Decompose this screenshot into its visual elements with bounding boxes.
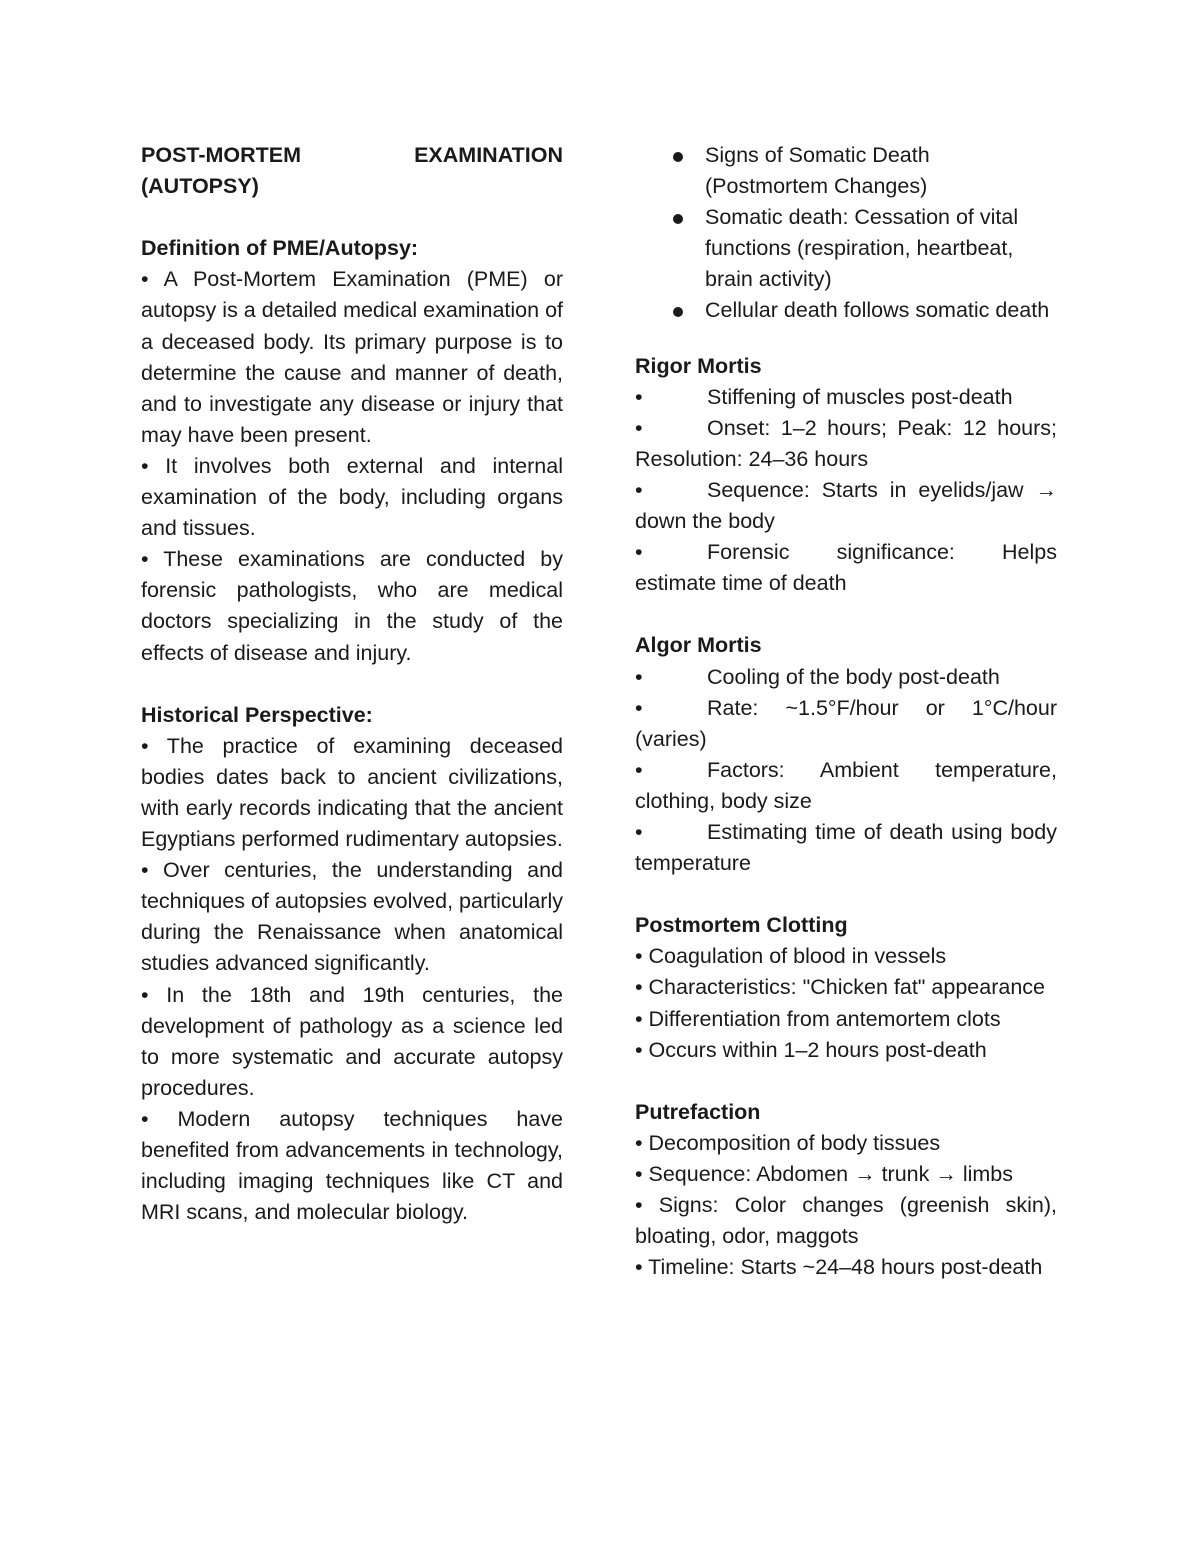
definition-heading: Definition of PME/Autopsy:	[141, 236, 419, 261]
putrefaction-item: • Timeline: Starts ~24–48 hours post-death	[635, 1255, 1043, 1280]
bullet: •	[635, 415, 643, 440]
algor-item: • Estimating time of death using body temperature	[635, 817, 1057, 879]
history-item: • The practice of examining deceased bodies dates back to ancient civilizations, with early records indicating that the ancient Egyptians performed rudimentary autopsies.	[141, 733, 563, 852]
putrefaction-heading: Putrefaction	[635, 1099, 761, 1124]
algor-item: • Factors: Ambient temperature, clothing, body size	[635, 755, 1057, 817]
algor-heading: Algor Mortis	[635, 633, 762, 658]
algor-item: • Rate: ~1.5°F/hour or 1°C/hour (varies)	[635, 693, 1057, 755]
bullet: •	[635, 477, 643, 502]
history-item: • Over centuries, the understanding and techniques of autopsies evolved, particularly during the Renaissance when anatomical studies advanced significantly.	[141, 858, 563, 976]
rigor-item: • Onset: 1–2 hours; Peak: 12 hours; Resolution: 24–36 hours	[635, 413, 1057, 475]
bullet: •	[635, 540, 643, 565]
rigor-heading: Rigor Mortis	[635, 353, 762, 378]
right-column	[635, 140, 1057, 1283]
clotting-heading: Postmortem Clotting	[635, 913, 848, 938]
title-part1: POST-MORTEM	[141, 143, 302, 167]
bullet: •	[635, 757, 643, 782]
bullet: •	[635, 664, 643, 689]
putrefaction-item: • Signs: Color changes (greenish skin), bloating, odor, maggots	[635, 1193, 1057, 1249]
title-part2: EXAMINATION	[414, 143, 563, 167]
title-line2: (AUTOPSY)	[141, 174, 259, 199]
list-item: Somatic death: Cessation of vital functions (respiration, heartbeat, brain activity)	[635, 202, 1057, 295]
bullet: •	[635, 819, 643, 844]
rigor-item: • Stiffening of muscles post-death	[635, 382, 1057, 413]
rigor-item: • Forensic significance: Helps estimate time of death	[635, 537, 1057, 599]
clotting-item: • Differentiation from antemortem clots	[635, 1006, 1001, 1031]
clotting-item: • Coagulation of blood in vessels	[635, 944, 947, 969]
document-title	[141, 140, 563, 171]
algor-item: • Cooling of the body post-death	[635, 662, 1057, 693]
list-item: Signs of Somatic Death (Postmortem Changes)	[635, 140, 1057, 202]
definition-item: • These examinations are conducted by forensic pathologists, who are medical doctors specializing in the study of the effects of disease and injury.	[141, 547, 563, 665]
history-item: • Modern autopsy techniques have benefited from advancements in technology, including imaging techniques like CT and MRI scans, and molecular biology.	[141, 1106, 563, 1225]
definition-item: • It involves both external and internal examination of the body, including organs and tissues.	[141, 453, 563, 541]
bullet: •	[635, 695, 643, 720]
bullet: •	[635, 384, 643, 409]
putrefaction-item: • Sequence: Abdomen → trunk → limbs	[635, 1162, 1013, 1186]
somatic-death-list	[635, 140, 1057, 327]
putrefaction-item: • Decomposition of body tissues	[635, 1130, 941, 1155]
history-heading: Historical Perspective:	[141, 702, 373, 727]
clotting-item: • Characteristics: "Chicken fat" appearance	[635, 975, 1045, 1000]
definition-item: • A Post-Mortem Examination (PME) or autopsy is a detailed medical examination of a deceased body. Its primary purpose is to determine the cause and manner of death, and to investigate any disease or injury that may have been present.	[141, 267, 563, 447]
history-item: • In the 18th and 19th centuries, the development of pathology as a science led to more systematic and accurate autopsy procedures.	[141, 982, 563, 1100]
list-item: Cellular death follows somatic death	[635, 295, 1057, 326]
left-column	[141, 140, 563, 1228]
rigor-item: • Sequence: Starts in eyelids/jaw → down the body	[635, 475, 1057, 537]
clotting-item: • Occurs within 1–2 hours post-death	[635, 1037, 987, 1062]
